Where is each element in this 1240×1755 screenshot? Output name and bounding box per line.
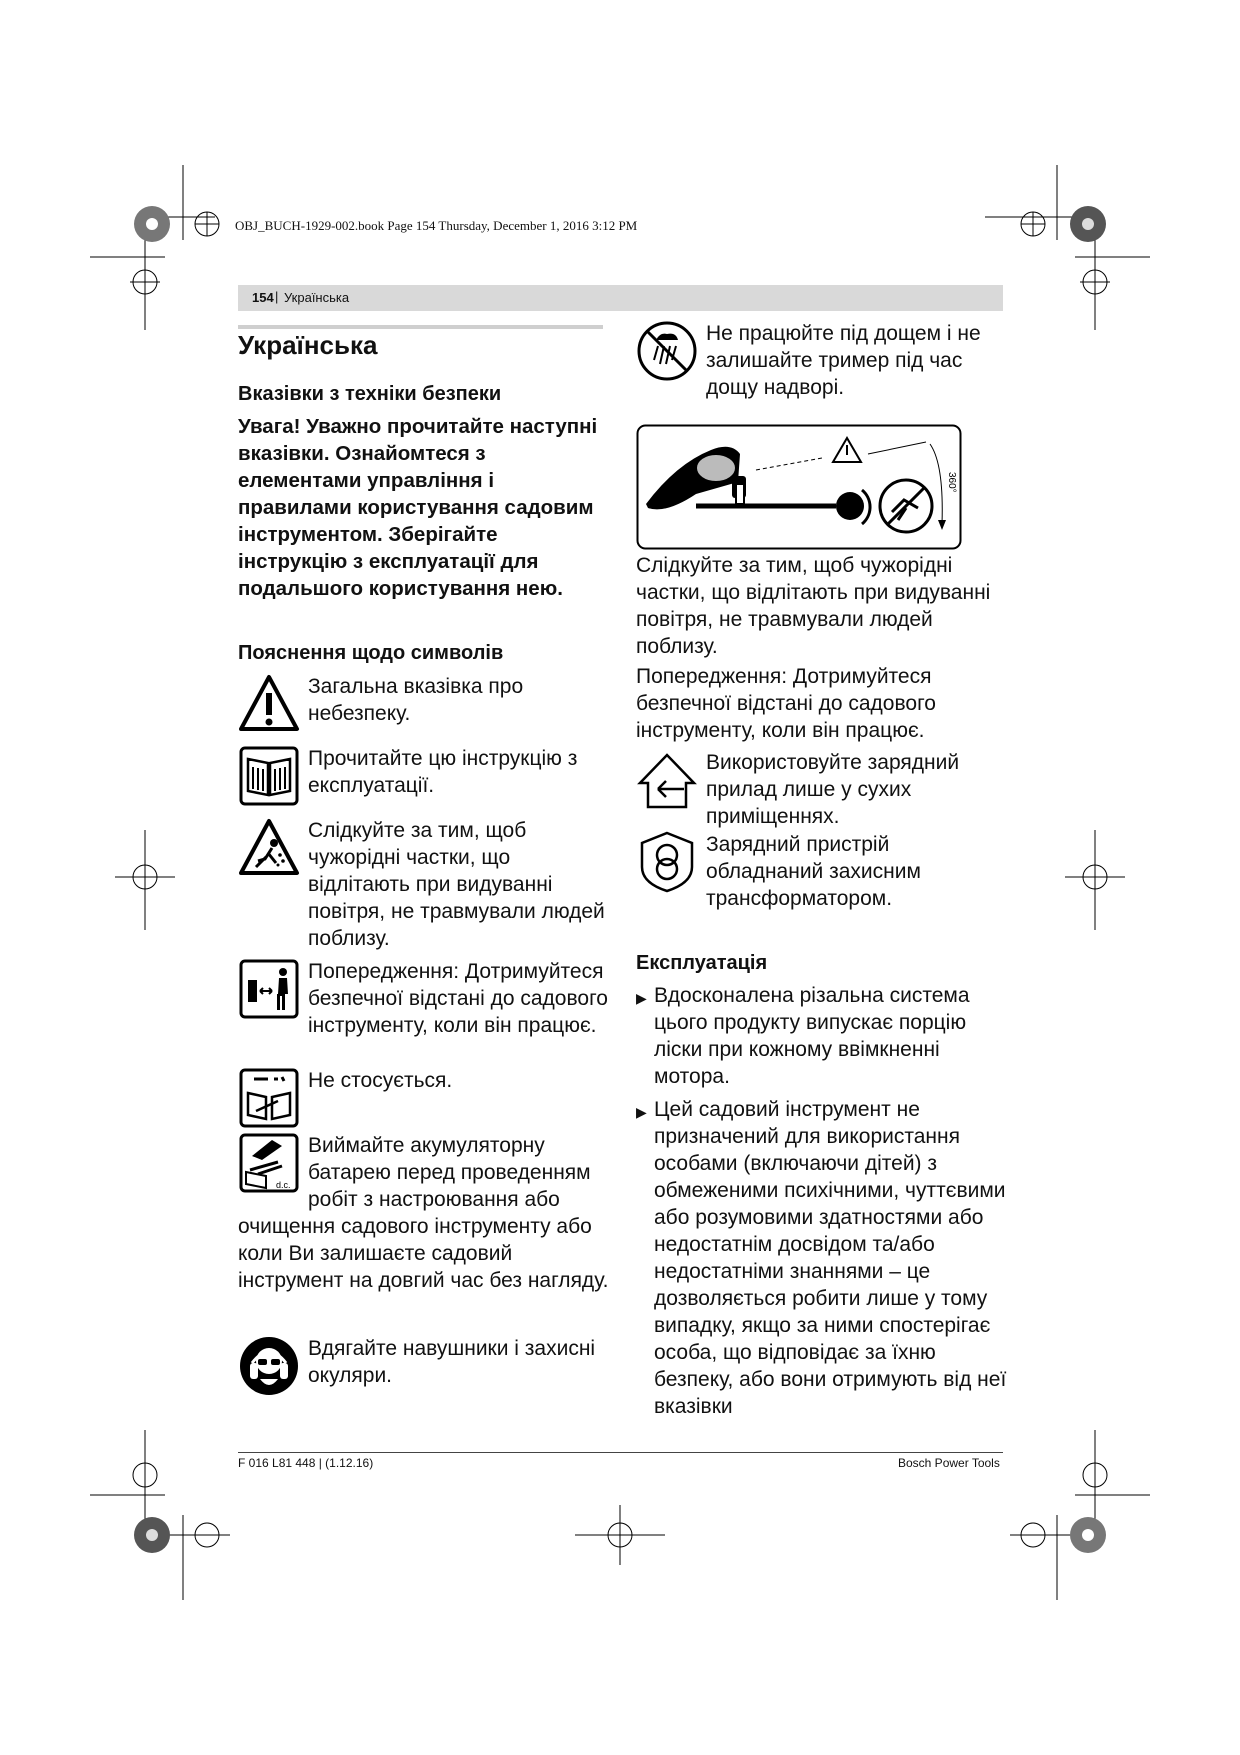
no-rain-icon [636, 320, 698, 382]
symbol-row [238, 817, 608, 952]
title-rule [238, 325, 603, 329]
list-item-text: Цей садовий інструмент не призначений для використання особами (включаючи дітей) з обмеженими психічними, чуттєвими або розумовими здатностями або недостатнім досвідом та/або недостатніми знаннями – це дозволяється робити лише у тому випадку, якщо за ними спостерігає особа, що відповідає за їхню безпеку, або вони отримують від неї вказівки [654, 1098, 1007, 1418]
not-applicable-icon [238, 1067, 300, 1129]
page-title: Українська [238, 330, 378, 360]
page-number: 154 [252, 290, 274, 305]
flying-debris-icon [238, 817, 300, 879]
remove-battery-icon [238, 1132, 300, 1194]
figure-angle-label: 360° [946, 472, 957, 493]
symbol-row [238, 1067, 608, 1129]
list-item [636, 982, 1011, 1090]
ear-eye-protection-icon [238, 1335, 300, 1397]
symbol-row [238, 745, 608, 807]
header-separator: | [275, 289, 279, 304]
safety-heading: Вказівки з техніки безпеки [238, 383, 502, 405]
header-language: Українська [284, 290, 350, 305]
warning-text: Увага! Уважно прочитайте наступні вказівки. Ознайомтеся з елементами управління і правилами користування садовим інструментом. Зберігайте інструкцію з експлуатації для подальшого користування нею. [238, 415, 598, 600]
symbol-text: Прочитайте цю інструкцію з експлуатації. [308, 747, 578, 797]
running-header [238, 285, 1003, 311]
symbol-row [238, 1132, 610, 1294]
symbol-text: Не стосується. [308, 1069, 453, 1092]
symbol-text: Вдягайте навушники і захисні окуляри. [308, 1337, 596, 1387]
print-info: OBJ_BUCH-1929-002.book Page 154 Thursday, December 1, 2016 3:12 PM [235, 218, 638, 233]
warning-triangle-icon [238, 673, 300, 735]
symbol-text: Не працюйте під дощем і не залишайте тример під час дощу надворі. [706, 322, 981, 399]
bullet-arrow-icon: ▶ [636, 990, 647, 1006]
safe-distance-icon [238, 958, 300, 1020]
indoor-use-icon [636, 749, 698, 811]
symbol-row [238, 958, 613, 1039]
symbol-text: Використовуйте зарядний прилад лише у сухих приміщеннях. [706, 751, 960, 828]
bullet-arrow-icon: ▶ [636, 1104, 647, 1120]
figure-caption: Слідкуйте за тим, щоб чужорідні частки, що відлітають при видуванні повітря, не травмували людей поблизу. [636, 554, 991, 658]
symbols-heading: Пояснення щодо символів [238, 642, 504, 664]
operation-heading: Експлуатація [636, 952, 768, 974]
symbol-row [636, 749, 1006, 830]
svg-text:d.c.: d.c. [276, 1180, 291, 1190]
symbol-text: Зарядний пристрій обладнаний захисним трансформатором. [706, 833, 921, 910]
symbol-row [636, 320, 1006, 401]
footer-brand: Bosch Power Tools [898, 1456, 1000, 1470]
symbol-row [238, 673, 608, 735]
symbol-text: Попередження: Дотримуйтеся безпечної відстані до садового інструменту, коли він працює. [308, 960, 608, 1037]
safety-transformer-icon [636, 831, 698, 893]
symbol-row [238, 1335, 608, 1397]
footer-rule [238, 1452, 1003, 1453]
list-item [636, 1096, 1011, 1420]
symbol-row [636, 831, 1006, 912]
symbol-text: Виймайте акумуляторну батарею перед проведенням робіт з настроювання або очищення садового інструменту або коли Ви залишаєте садовий інструмент на довгий час без нагляду. [238, 1134, 609, 1292]
trimmer-figure [636, 424, 962, 550]
distance-text: Попередження: Дотримуйтеся безпечної відстані до садового інструменту, коли він працює. [636, 665, 936, 742]
list-item-text: Вдосконалена різальна система цього продукту випускає порцію ліски при кожному ввімкненні мотора. [654, 984, 970, 1088]
read-manual-icon [238, 745, 300, 807]
symbol-text: Слідкуйте за тим, щоб чужорідні частки, що відлітають при видуванні повітря, не травмували людей поблизу. [308, 819, 605, 950]
footer-doc-number: F 016 L81 448 | (1.12.16) [238, 1456, 374, 1470]
symbol-text: Загальна вказівка про небезпеку. [308, 675, 524, 725]
